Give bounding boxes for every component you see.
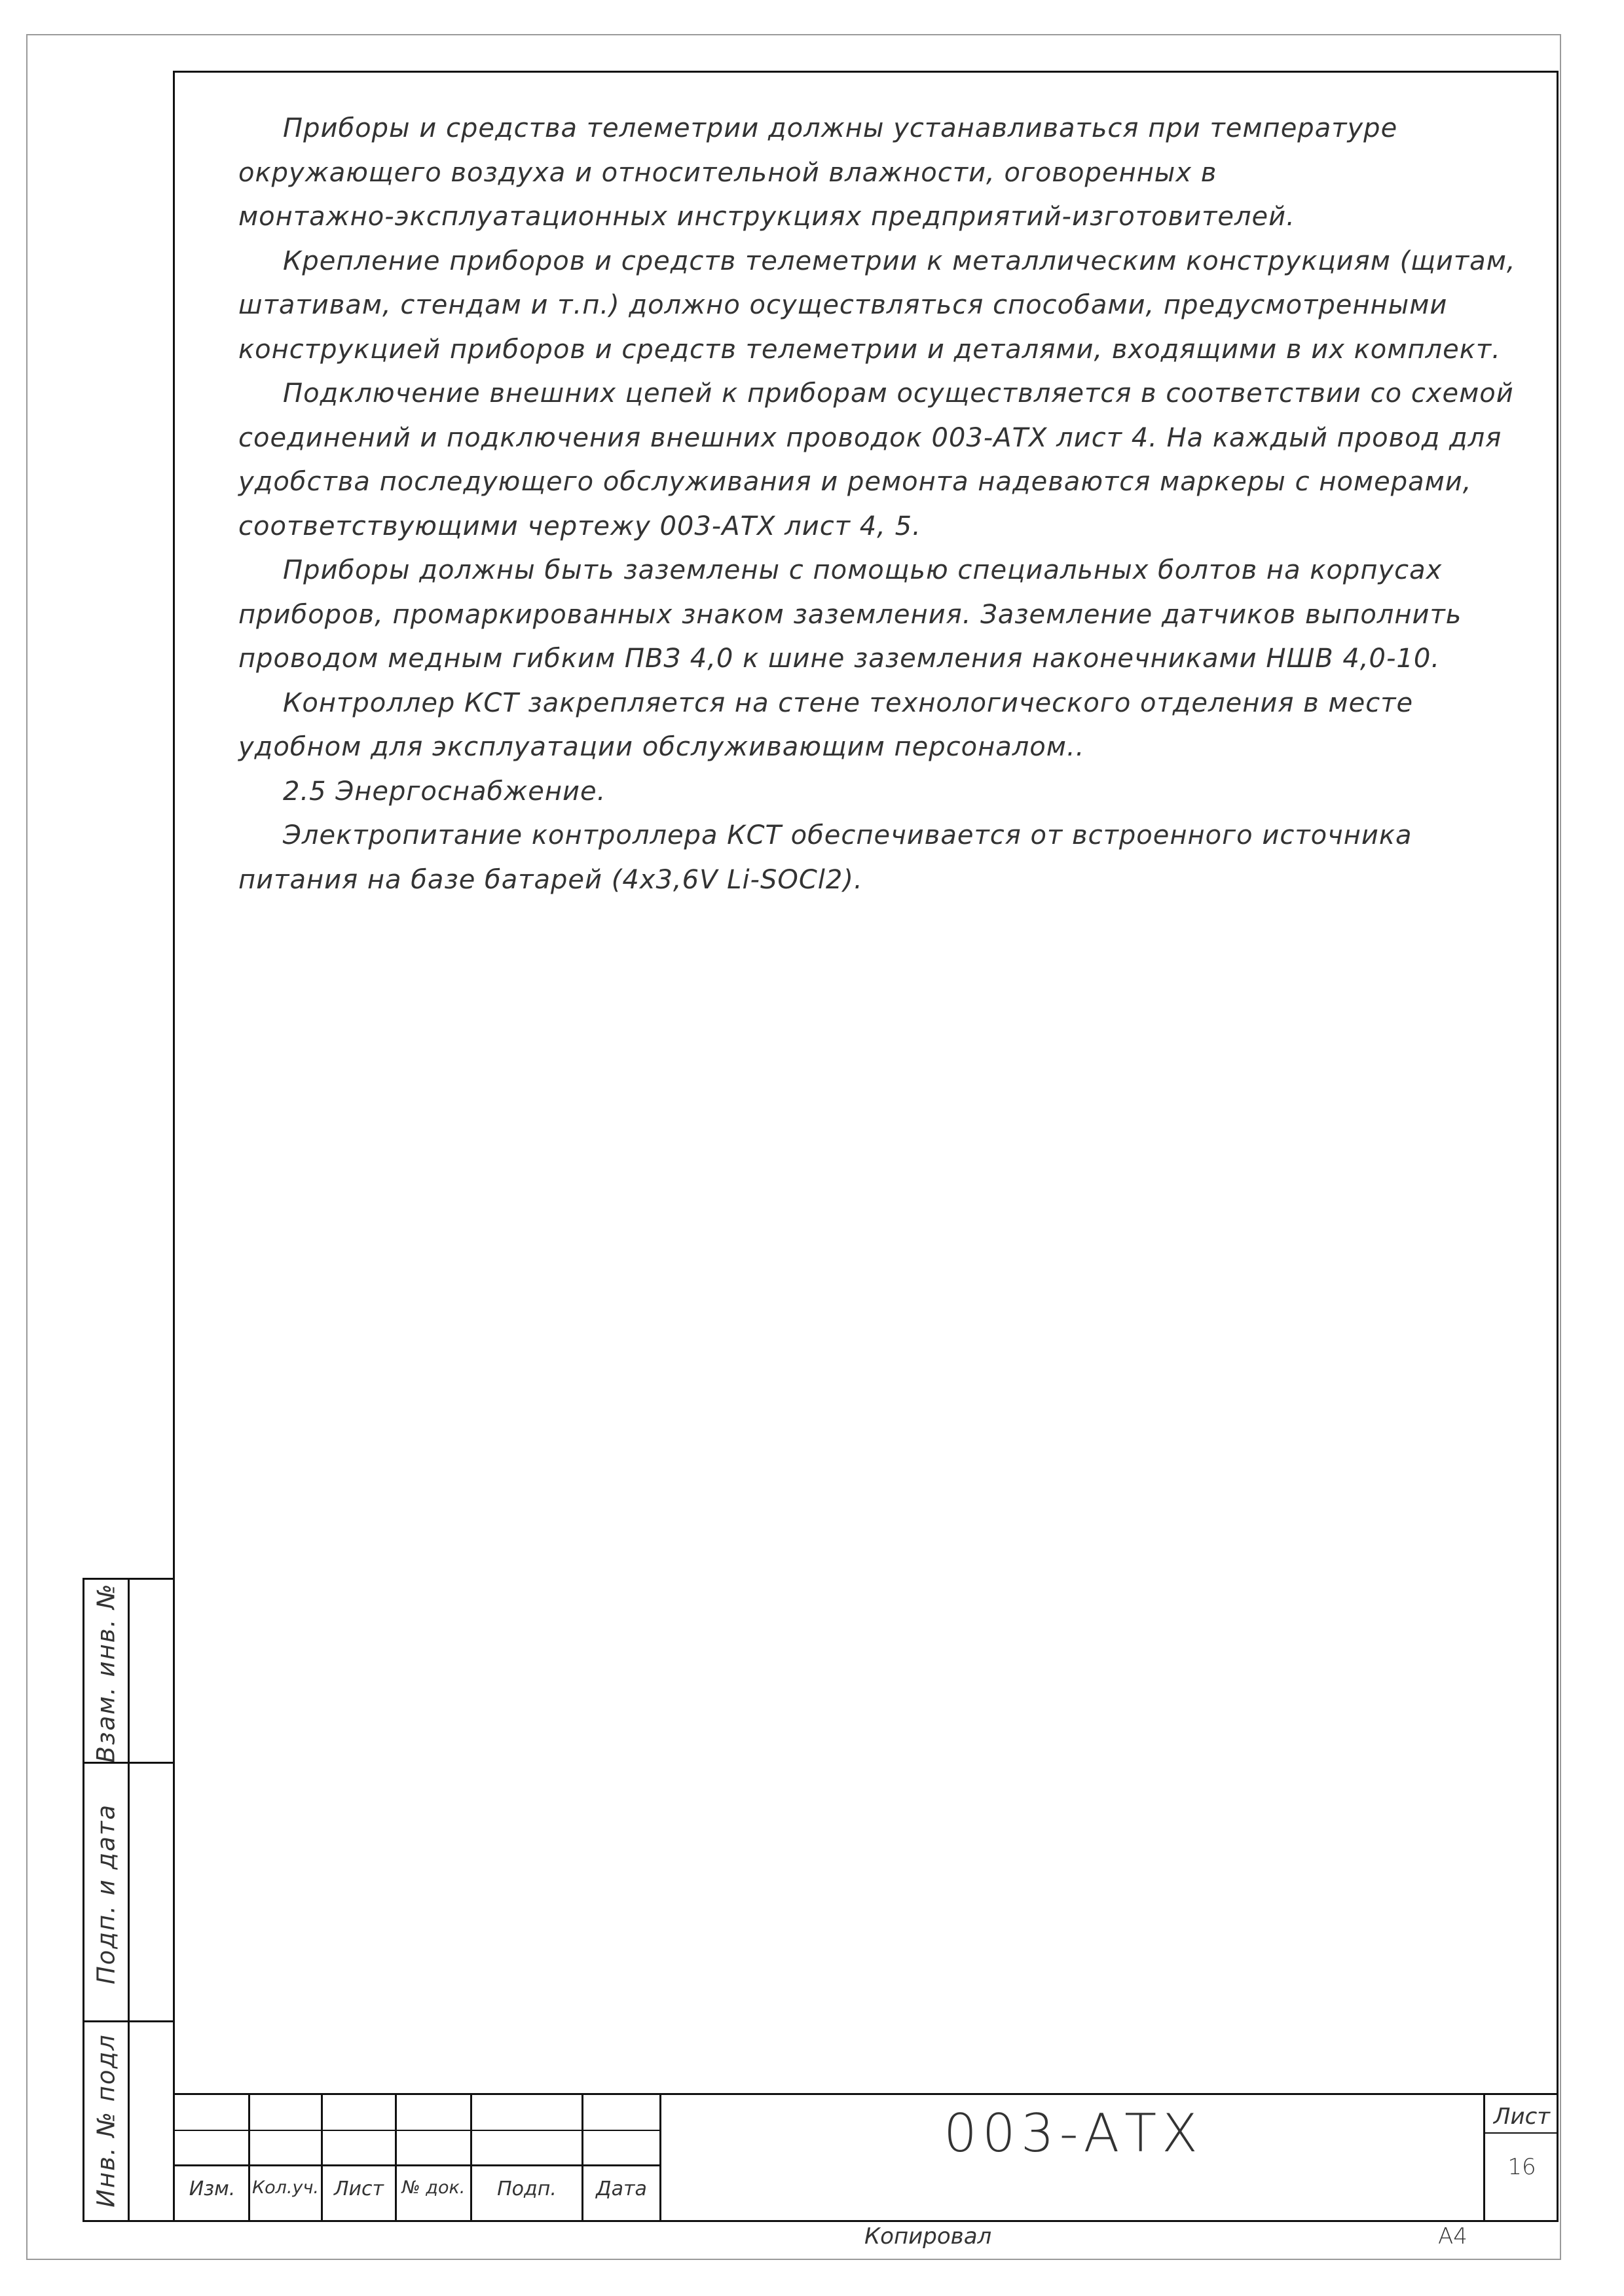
sheet-label: Лист: [1493, 2104, 1551, 2130]
side-label-vzam-inv: Взам. инв. №: [92, 1582, 120, 1763]
title-col-data: Дата: [596, 2178, 647, 2200]
footer-format: А4: [1438, 2223, 1467, 2250]
side-label-podp-data: Подп. и дата: [92, 1803, 120, 1985]
document-number: 003-АТХ: [944, 2103, 1203, 2164]
paragraph: Приборы и средства телеметрии должны устанавливаться при температуре окружающего воздуха и относительной влажности, оговоренных в монтажно-эксплуатационных инструкциях предприятий-изготовителей.: [238, 113, 1398, 232]
side-stamp-vzam: [83, 1578, 173, 1764]
title-col-list: Лист: [333, 2178, 384, 2200]
side-label-inv-podl: Инв. № подл: [92, 2033, 120, 2208]
document-body: [238, 107, 1541, 902]
title-col-kol-uch: Кол.уч.: [251, 2178, 320, 2198]
paragraph: Приборы должны быть заземлены с помощью специальных болтов на корпусах приборов, промаркированных знаком заземления. Заземление датчиков выполнить проводом медным гибким ПВЗ 4,0 к шине заземления наконечниками НШВ 4,0-10.: [238, 555, 1462, 674]
side-stamp-podp: [83, 1762, 173, 2022]
paragraph: Контроллер КСТ закрепляется на стене технологического отделения в месте удобном для эксплуатации обслуживающим персоналом..: [238, 687, 1414, 762]
title-col-podp: Подп.: [497, 2178, 557, 2200]
sheet-number: 16: [1507, 2154, 1536, 2180]
title-col-ndok: № док.: [401, 2178, 466, 2198]
title-col-izm: Изм.: [189, 2178, 236, 2200]
section-heading: 2.5 Энергоснабжение.: [283, 776, 606, 807]
paragraph: Электропитание контроллера КСТ обеспечивается от встроенного источника питания на базе батарей (4х3,6V Li-SOCl2).: [238, 820, 1412, 895]
paragraph: Подключение внешних цепей к приборам осуществляется в соответствии со схемой соединений и подключения внешних проводок 003-АТХ лист 4. На каждый провод для удобства последующего обслуживания и ремонта надеваются маркеры с номерами, соответствующими чертежу 003-АТХ лист 4, 5.: [238, 378, 1514, 541]
side-stamp-inv-podl: [83, 2020, 173, 2222]
paragraph: Крепление приборов и средств телеметрии к металлическим конструкциям (щитам, штативам, стендам и т.п.) должно осуществляться способами, предусмотренными конструкцией приборов и средств телеметрии и деталями, входящими в их комплект.: [238, 246, 1516, 365]
footer-copied: Копировал: [864, 2223, 992, 2250]
